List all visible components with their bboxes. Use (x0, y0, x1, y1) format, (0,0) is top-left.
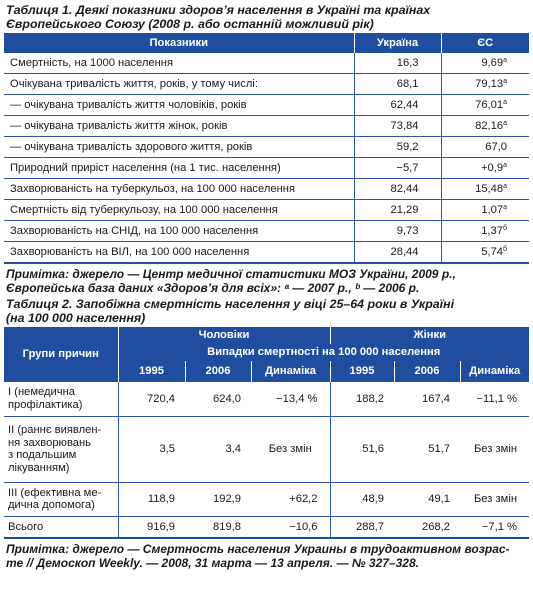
eu-cell (441, 95, 529, 116)
indicator-label: — очікувана тривалість здорового життя, років (4, 137, 354, 158)
group-label-line: II (раннє виявлен- (8, 424, 102, 436)
table1 (4, 33, 529, 264)
eu-value: +0,9 (481, 161, 504, 174)
women-dynamics-value: −7,1 % (460, 516, 529, 538)
indicator-label: Очікувана тривалість життя, років, у тому числі: (4, 74, 354, 95)
eu-cell (441, 179, 529, 200)
eu-cell (441, 200, 529, 221)
indicator-label: — очікувана тривалість життя жінок, років (4, 116, 354, 137)
men-dynamics-value: +62,2 (251, 482, 330, 516)
indicator-label: Захворюваність на туберкульоз, на 100 000 населення (4, 179, 354, 200)
eu-footnote-mark: а (503, 77, 507, 85)
header-ukraine: Україна (354, 33, 441, 53)
table1-caption-line2: Європейського Союзу (2008 р. або останній можливий рік) (6, 17, 374, 31)
ukraine-value: 21,29 (354, 200, 441, 221)
eu-value: 82,16 (475, 119, 504, 132)
table1-note (6, 267, 529, 295)
women-2006-value: 49,1 (394, 482, 460, 516)
table2 (4, 327, 529, 539)
women-2006-value: 268,2 (394, 516, 460, 538)
table-row (4, 158, 529, 179)
eu-value: 1,37 (481, 224, 503, 237)
indicator-label: Захворюваність на СНІД, на 100 000 населення (4, 221, 354, 242)
table2-header-top (4, 327, 529, 344)
table-row (4, 74, 529, 95)
group-label-line: I (немедична (8, 386, 76, 399)
women-dynamics-value: Без змін (460, 482, 529, 516)
ukraine-value: 73,84 (354, 116, 441, 137)
ukraine-value: 68,1 (354, 74, 441, 95)
header-men-dynamics: Динаміка (251, 361, 330, 382)
header-men-2006: 2006 (185, 361, 251, 382)
header-groups: Групи причин (4, 327, 118, 382)
header-women-dynamics: Динаміка (460, 361, 529, 382)
indicator-label: Захворюваність на ВІЛ, на 100 000 населення (4, 242, 354, 264)
table-row (4, 53, 529, 74)
table2-body (4, 382, 529, 538)
group-label (4, 382, 118, 416)
table2-note-line1: Примітка: джерело — Смертность населения Украины в трудоактивном возрас- (6, 542, 510, 556)
table-row (4, 95, 529, 116)
header-eu: ЄС (441, 33, 529, 53)
table2-note (6, 542, 529, 570)
table1-header-row (4, 33, 529, 53)
group-label (4, 482, 118, 516)
group-label-line: дична допомога) (8, 499, 95, 511)
eu-footnote-mark: а (503, 161, 507, 169)
table-row (4, 116, 529, 137)
table2-caption-line2: (на 100 000 населення) (6, 311, 146, 325)
men-dynamics-value: −10,6 (251, 516, 330, 538)
table1-note-line2: Європейська база даних «Здоров’я для всіх»: ᵃ — 2007 р., ᵇ — 2006 р. (6, 281, 420, 295)
indicator-label: Смертність від туберкульозу, на 100 000 населення (4, 200, 354, 221)
men-1995-value: 720,4 (118, 382, 185, 416)
men-1995-value: 3,5 (118, 416, 185, 482)
eu-footnote-mark: б (502, 245, 507, 253)
table-row (4, 242, 529, 264)
eu-footnote-mark: б (502, 224, 507, 232)
header-indicator: Показники (4, 33, 354, 53)
eu-footnote-mark: а (503, 182, 507, 190)
ukraine-value: 9,73 (354, 221, 441, 242)
men-dynamics-value: −13,4 % (251, 382, 330, 416)
group-label (4, 516, 118, 538)
header-women-1995: 1995 (330, 361, 394, 382)
ukraine-value: 82,44 (354, 179, 441, 200)
document-page (4, 0, 529, 570)
group-label-line: ня захворювань (8, 436, 91, 449)
table-row (4, 416, 529, 482)
men-2006-value: 3,4 (185, 416, 251, 482)
eu-value: 5,74 (481, 245, 503, 258)
ukraine-value: 62,44 (354, 95, 441, 116)
indicator-label: Смертність, на 1000 населення (4, 53, 354, 74)
header-cases: Випадки смертності на 100 000 населення (118, 344, 529, 361)
header-women-2006: 2006 (394, 361, 460, 382)
eu-value: 15,48 (475, 182, 504, 195)
table-row (4, 221, 529, 242)
eu-footnote-mark: а (503, 56, 507, 64)
women-1995-value: 48,9 (330, 482, 394, 516)
eu-cell (441, 137, 529, 158)
table-row (4, 179, 529, 200)
header-men: Чоловіки (118, 327, 330, 344)
ukraine-value: −5,7 (354, 158, 441, 179)
men-2006-value: 624,0 (185, 382, 251, 416)
table2-note-line2: те // Демоскоп Weekly. — 2008, 31 марта — 13 апреля. — № 327–328. (6, 556, 419, 570)
indicator-label: — очікувана тривалість життя чоловіків, років (4, 95, 354, 116)
table-row (4, 382, 529, 416)
men-1995-value: 118,9 (118, 482, 185, 516)
group-label-line: профілактика) (8, 398, 83, 411)
group-label-line: лікуванням) (8, 461, 70, 474)
eu-cell (441, 74, 529, 95)
group-label-line: Всього (8, 520, 44, 533)
eu-value: 79,13 (475, 77, 504, 90)
table2-caption (6, 297, 529, 325)
ukraine-value: 59,2 (354, 137, 441, 158)
group-label (4, 416, 118, 482)
header-men-1995: 1995 (118, 361, 185, 382)
men-1995-value: 916,9 (118, 516, 185, 538)
table2-caption-line1: Таблиця 2. Запобіжна смертність населення у віці 25–64 роки в Україні (6, 297, 455, 311)
men-dynamics-value: Без змін (251, 416, 330, 482)
women-1995-value: 51,6 (330, 416, 394, 482)
table-row (4, 200, 529, 221)
women-1995-value: 188,2 (330, 382, 394, 416)
women-dynamics-value: −11,1 % (460, 382, 529, 416)
eu-cell (441, 242, 529, 264)
table-row (4, 516, 529, 538)
eu-cell (441, 116, 529, 137)
table1-caption-line1: Таблиця 1. Деякі показники здоров’я населення в Україні та країнах (6, 3, 431, 17)
eu-cell (441, 53, 529, 74)
women-dynamics-value: Без змін (460, 416, 529, 482)
women-2006-value: 167,4 (394, 382, 460, 416)
eu-value: 9,69 (481, 56, 504, 69)
table1-caption (6, 3, 529, 31)
eu-value: 67,0 (485, 140, 507, 153)
table1-note-line1: Примітка: джерело — Центр медичної статистики МОЗ України, 2009 р., (6, 267, 456, 281)
women-1995-value: 288,7 (330, 516, 394, 538)
eu-cell (441, 221, 529, 242)
women-2006-value: 51,7 (394, 416, 460, 482)
eu-value: 1,07 (481, 203, 504, 216)
table-row (4, 482, 529, 516)
ukraine-value: 28,44 (354, 242, 441, 264)
table1-body (4, 53, 529, 263)
men-2006-value: 192,9 (185, 482, 251, 516)
eu-footnote-mark: а (503, 119, 507, 127)
eu-footnote-mark: а (503, 98, 507, 106)
header-women: Жінки (330, 327, 529, 344)
ukraine-value: 16,3 (354, 53, 441, 74)
indicator-label: Природний приріст населення (на 1 тис. населення) (4, 158, 354, 179)
men-2006-value: 819,8 (185, 516, 251, 538)
group-label-line: з подальшим (8, 449, 77, 461)
table-row (4, 137, 529, 158)
group-label-line: III (ефективна ме- (8, 486, 102, 499)
eu-footnote-mark: а (503, 203, 507, 211)
eu-cell (441, 158, 529, 179)
eu-value: 76,01 (475, 98, 504, 111)
